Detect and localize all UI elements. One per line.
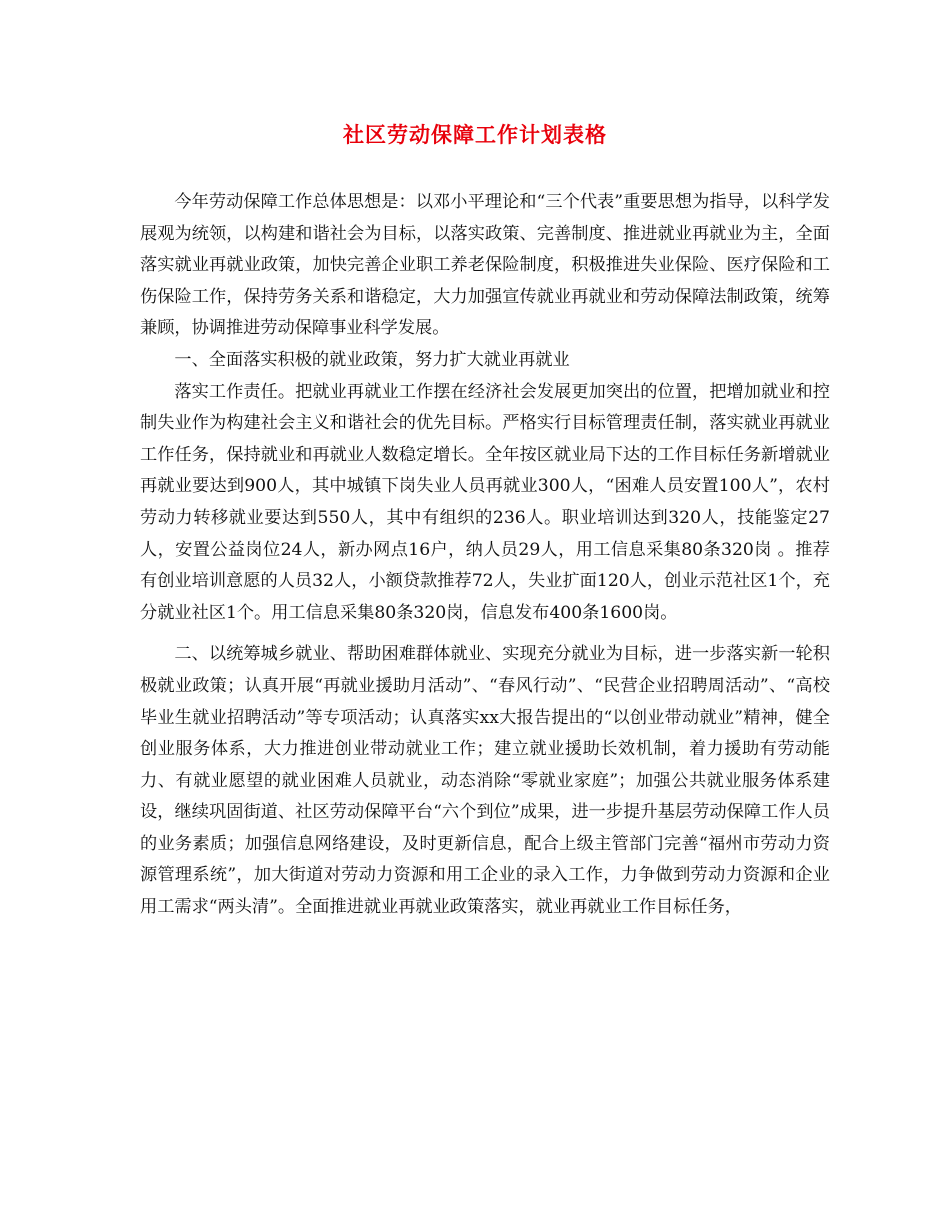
section-heading-1: 一、全面落实积极的就业政策，努力扩大就业再就业: [174, 349, 570, 370]
paragraph-section-1: 落实工作责任。把就业再就业工作摆在经济社会发展更加突出的位置，把增加就业和控制失业作为构建社会主义和谐社会的优先目标。严格实行目标管理责任制，落实就业再就业工作任务，保持就业和再就业人数稳定增长。全年按区就业局下达的工作目标任务新增就业再就业要达到900人，其中城镇下岗失业人员再就业300人，“困难人员安置100人”，农村劳动力转移就业要达到550人，其中有组织的236人。职业培训达到320人，技能鉴定27人，安置公益岗位24人，新办网点16户，纳人员29人，用工信息采集80条320岗 。推荐有创业培训意愿的人员32人，小额贷款推荐72人，失业扩面120人，创业示范社区1个，充分就业社区1个。用工信息采集80条320岗，信息发布400条1600岗。: [140, 381, 830, 623]
paragraph-section-2: 二、以统筹城乡就业、帮助困难群体就业、实现充分就业为目标，进一步落实新一轮积极就业政策；认真开展“再就业援助月活动”、“春风行动”、“民营企业招聘周活动”、“高校毕业生就业招聘活动”等专项活动；认真落实xx大报告提出的“以创业带动就业”精神，健全创业服务体系，大力推进创业带动就业工作；建立就业援助长效机制，着力援助有劳动能力、有就业愿望的就业困难人员就业，动态消除“零就业家庭”；加强公共就业服务体系建设，继续巩固街道、社区劳动保障平台“六个到位”成果，进一步提升基层劳动保障工作人员的业务素质；加强信息网络建设，及时更新信息，配合上级主管部门完善“福州市劳动力资源管理系统”，加大街道对劳动力资源和用工企业的录入工作，力争做到劳动力资源和企业用工需求“两头清”。全面推进就业再就业政策落实，就业再就业工作目标任务，: [140, 644, 830, 918]
paragraph-intro: 今年劳动保障工作总体思想是：以邓小平理论和“三个代表”重要思想为指导，以科学发展观为统领，以构建和谐社会为目标，以落实政策、完善制度、推进就业再就业为主，全面落实就业再就业政策，加快完善企业职工养老保险制度，积极推进失业保险、医疗保险和工伤保险工作，保持劳务关系和谐稳定，大力加强宣传就业再就业和劳动保障法制政策，统筹兼顾，协调推进劳动保障事业科学发展。: [140, 192, 830, 339]
document-body: [140, 187, 830, 924]
document-title: 社区劳动保障工作计划表格: [343, 123, 607, 147]
